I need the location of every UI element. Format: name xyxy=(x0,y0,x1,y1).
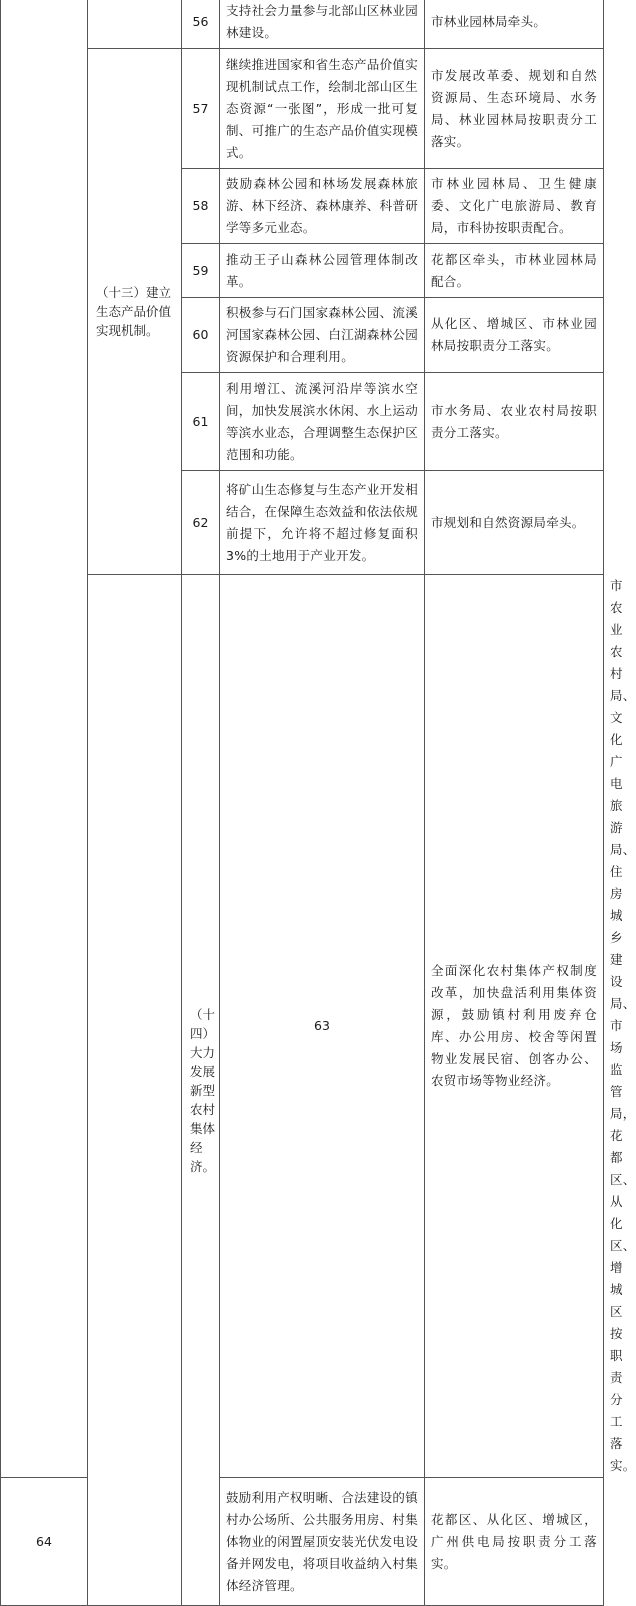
row-number: 56 xyxy=(182,0,220,49)
table-row xyxy=(1,49,604,169)
responsible-units: 花都区牵头，市林业园林局配合。 xyxy=(425,244,604,298)
responsible-units: 市发展改革委、规划和自然资源局、生态环境局、水务局、林业园林局按职责分工落实。 xyxy=(425,49,604,169)
row-number: 62 xyxy=(182,471,220,575)
section-cell-empty xyxy=(88,575,182,1606)
row-number: 59 xyxy=(182,244,220,298)
row-number: 63 xyxy=(220,575,425,1478)
table-row xyxy=(1,0,604,49)
section-cell-empty xyxy=(1,0,88,1478)
category-label: （十四）大力发展新型农村集体经济。 xyxy=(182,575,220,1606)
category-label: （十三）建立生态产品价值实现机制。 xyxy=(88,49,182,575)
task-text: 将矿山生态修复与生态产业开发相结合，在保障生态效益和依法依规前提下，允许将不超过修复面积3%的土地用于产业开发。 xyxy=(220,471,425,575)
task-text: 鼓励森林公园和林场发展森林旅游、林下经济、森林康养、科普研学等多元业态。 xyxy=(220,169,425,244)
task-text: 全面深化农村集体产权制度改革，加快盘活利用集体资源，鼓励镇村利用废弃仓库、办公用房、校舍等闲置物业发展民宿、创客办公、农贸市场等物业经济。 xyxy=(425,575,604,1478)
category-cell-empty xyxy=(88,0,182,49)
row-number: 61 xyxy=(182,373,220,471)
row-number: 64 xyxy=(1,1478,88,1606)
row-number: 57 xyxy=(182,49,220,169)
task-text: 积极参与石门国家森林公园、流溪河国家森林公园、白江湖森林公园资源保护和合理利用。 xyxy=(220,298,425,373)
task-text: 推动王子山森林公园管理体制改革。 xyxy=(220,244,425,298)
responsible-units: 市规划和自然资源局牵头。 xyxy=(425,471,604,575)
responsible-units: 市林业园林局牵头。 xyxy=(425,0,604,49)
task-text: 继续推进国家和省生态产品价值实现机制试点工作，绘制北部山区生态资源“一张图”，形成一批可复制、可推广的生态产品价值实现模式。 xyxy=(220,49,425,169)
responsible-units: 市水务局、农业农村局按职责分工落实。 xyxy=(425,373,604,471)
responsible-units: 从化区、增城区、市林业园林局按职责分工落实。 xyxy=(425,298,604,373)
responsible-units: 花都区、从化区、增城区，广州供电局按职责分工落实。 xyxy=(425,1478,604,1606)
row-number: 60 xyxy=(182,298,220,373)
table-row: （十四）大力发展新型农村集体经济。 63 全面深化农村集体产权制度改革，加快盘活利用集体资源，鼓励镇村利用废弃仓库、办公用房、校舍等闲置物业发展民宿、创客办公、农贸市场等物业经济。 市农业农村局、文化广电旅游局、住房城乡建设局、市场监管局，花都区、从化区、增城区按职责分工落实。 xyxy=(1,575,604,1478)
responsible-units: 市林业园林局、卫生健康委、文化广电旅游局、教育局，市科协按职责配合。 xyxy=(425,169,604,244)
task-text: 支持社会力量参与北部山区林业园林建设。 xyxy=(220,0,425,49)
task-text: 鼓励利用产权明晰、合法建设的镇村办公场所、公共服务用房、村集体物业的闲置屋顶安装光伏发电设备并网发电，将项目收益纳入村集体经济管理。 xyxy=(220,1478,425,1606)
row-number: 58 xyxy=(182,169,220,244)
task-text: 利用增江、流溪河沿岸等滨水空间，加快发展滨水休闲、水上运动等滨水业态，合理调整生态保护区范围和功能。 xyxy=(220,373,425,471)
